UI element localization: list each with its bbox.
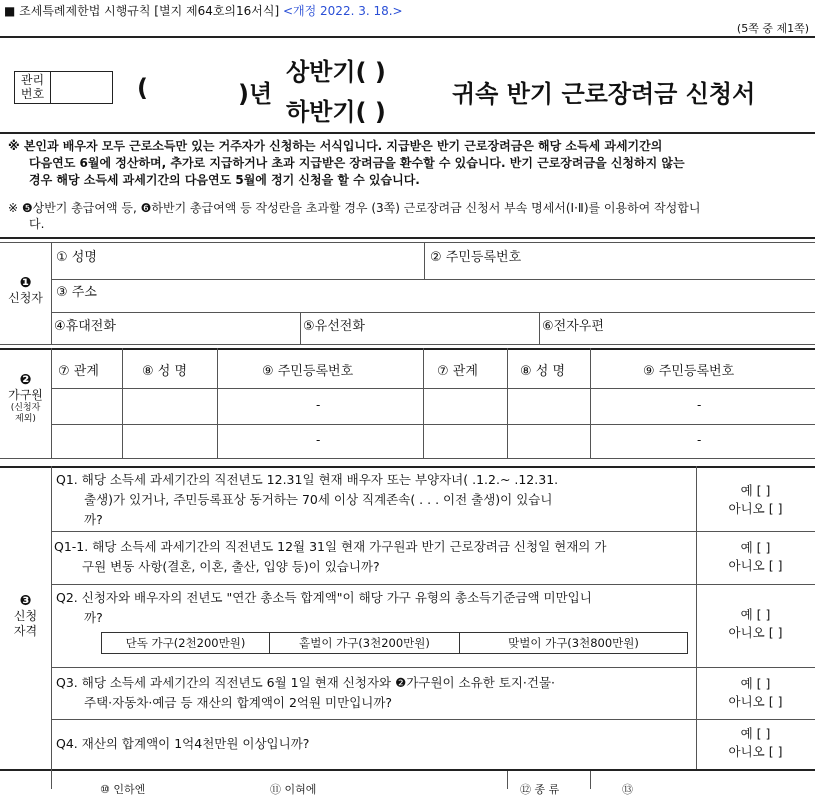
- q1-1-answer: [696, 539, 815, 575]
- next-row-label: ⑪ 이혀에: [270, 783, 317, 796]
- q3-answer: [696, 675, 815, 711]
- question-q1: Q1. 해당 소득세 과세기간의 직전년도 12.31일 현재 배우자 또는 부양자녀( .1.2.~ .12.31. 출생)가 있거나, 주민등록표상 동거하는 70세 이상 직계존속( . . . 이전 출생)이 있습니 까?: [56, 472, 559, 527]
- notice-line: ※ ❺상반기 총급여액 등, ❻하반기 총급여액 등 작성란을 초과할 경우 (3쪽) 근로장려금 신청서 부속 명세서(Ⅰ·Ⅱ)를 이용하여 작성합니: [8, 201, 701, 215]
- applicant-address-label: ③ 주소: [56, 285, 97, 300]
- management-number-box: [14, 71, 113, 104]
- household-name-header: ⑧ 성 명: [142, 364, 188, 379]
- section-household: ❷ 가구원 (신청자 제외): [8, 372, 43, 424]
- title-rule: [0, 132, 815, 134]
- yes-checkbox[interactable]: 예 [ ]: [740, 607, 771, 622]
- form-title: 귀속 반기 근로장려금 신청서: [452, 80, 756, 108]
- yes-checkbox[interactable]: 예 [ ]: [740, 483, 771, 498]
- yes-checkbox[interactable]: 예 [ ]: [740, 726, 771, 741]
- yes-checkbox[interactable]: 예 [ ]: [740, 540, 771, 555]
- dual-earner-threshold: 맞벌이 가구(3천800만원): [508, 636, 639, 650]
- title-year-open: (: [137, 74, 148, 102]
- question-q4: Q4. 재산의 합계액이 1억4천만원 이상입니까?: [56, 736, 310, 751]
- notice-line: 다음연도 6월에 정산하며, 추가로 지급하거나 초과 지급받은 장려금을 환수할 수 있습니다. 반기 근로장려금을 신청하지 않는: [29, 156, 685, 170]
- household-rrn-header: ⑨ 주민등록번호: [643, 364, 735, 379]
- household-relation-header: ⑦ 관계: [437, 364, 478, 379]
- notice-line: ※ 본인과 배우자 모두 근로소득만 있는 거주자가 신청하는 서식입니다. 지급받은 반기 근로장려금은 해당 소득세 과세기간의: [8, 139, 663, 153]
- no-checkbox[interactable]: 아니오 [ ]: [728, 744, 783, 759]
- law-reference: ■ 조세특례제한법 시행규칙 [별지 제64호의16서식]: [4, 4, 280, 18]
- yes-checkbox[interactable]: 예 [ ]: [740, 676, 771, 691]
- question-q2: Q2. 신청자와 배우자의 전년도 "연간 총소득 합계액"이 해당 가구 유형의 총소득기준금액 미만입니 까?: [56, 590, 592, 625]
- question-q3: Q3. 해당 소득세 과세기간의 직전년도 6월 1일 현재 신청자와 ❷가구원이 소유한 토지·건물· 주택·자동차·예금 등 재산의 합계액이 2억원 미만입니까?: [56, 675, 556, 710]
- no-checkbox[interactable]: 아니오 [ ]: [728, 694, 783, 709]
- income-threshold-table: [101, 632, 688, 654]
- section-applicant: ❶ 신청자: [8, 275, 43, 305]
- applicant-landline-label: ⑤유선전화: [303, 319, 365, 334]
- question-q1-1: Q1-1. 해당 소득세 과세기간의 직전년도 12월 31일 현재 가구원과 반기 근로장려금 신청일 현재의 가 구원 변동 사항(결혼, 이혼, 출산, 입양 등)이 있습니까?: [54, 539, 607, 574]
- page-number: (5쪽 중 제1쪽): [736, 22, 809, 35]
- next-row-label: ⑫ 종 류: [520, 783, 560, 796]
- rrn-dash: -: [316, 398, 321, 412]
- household-name-header: ⑧ 성 명: [520, 364, 566, 379]
- q2-answer: [696, 606, 815, 642]
- notice-line: 다.: [29, 217, 45, 231]
- rrn-dash: -: [316, 433, 321, 447]
- notice-attachment: [8, 200, 810, 232]
- rrn-dash: -: [697, 398, 702, 412]
- next-row-label: ⑬: [622, 783, 633, 796]
- q1-answer: [696, 482, 815, 518]
- no-checkbox[interactable]: 아니오 [ ]: [728, 501, 783, 516]
- section-qualification: ❸ 신청 자격: [13, 593, 38, 638]
- no-checkbox[interactable]: 아니오 [ ]: [728, 625, 783, 640]
- no-checkbox[interactable]: 아니오 [ ]: [728, 558, 783, 573]
- applicant-name-label: ① 성명: [56, 250, 97, 265]
- notice-line: 경우 해당 소득세 과세기간의 다음연도 5월에 정기 신청을 할 수 있습니다.: [29, 173, 420, 187]
- single-household-threshold: 단독 가구(2천200만원): [102, 633, 270, 653]
- applicant-mobile-label: ④휴대전화: [54, 319, 116, 334]
- title-second-half: 하반기( ): [286, 98, 386, 126]
- title-year-close: )년: [238, 80, 273, 108]
- applicant-rrn-label: ② 주민등록번호: [430, 250, 522, 265]
- form-header: [4, 2, 403, 19]
- top-rule: [0, 36, 815, 38]
- household-rrn-header: ⑨ 주민등록번호: [262, 364, 354, 379]
- q4-answer: [696, 725, 815, 761]
- household-relation-header: ⑦ 관계: [58, 364, 99, 379]
- single-earner-threshold: 홑벌이 가구(3천200만원): [270, 633, 460, 653]
- applicant-email-label: ⑥전자우편: [542, 319, 604, 334]
- revision-date: <개정 2022. 3. 18.>: [282, 4, 403, 18]
- management-number-label: 관리 번호: [15, 72, 51, 103]
- title-first-half: 상반기( ): [286, 58, 386, 86]
- next-row-label: ⑩ 인하엔: [100, 783, 146, 796]
- rrn-dash: -: [697, 433, 702, 447]
- notice-block: [8, 138, 810, 189]
